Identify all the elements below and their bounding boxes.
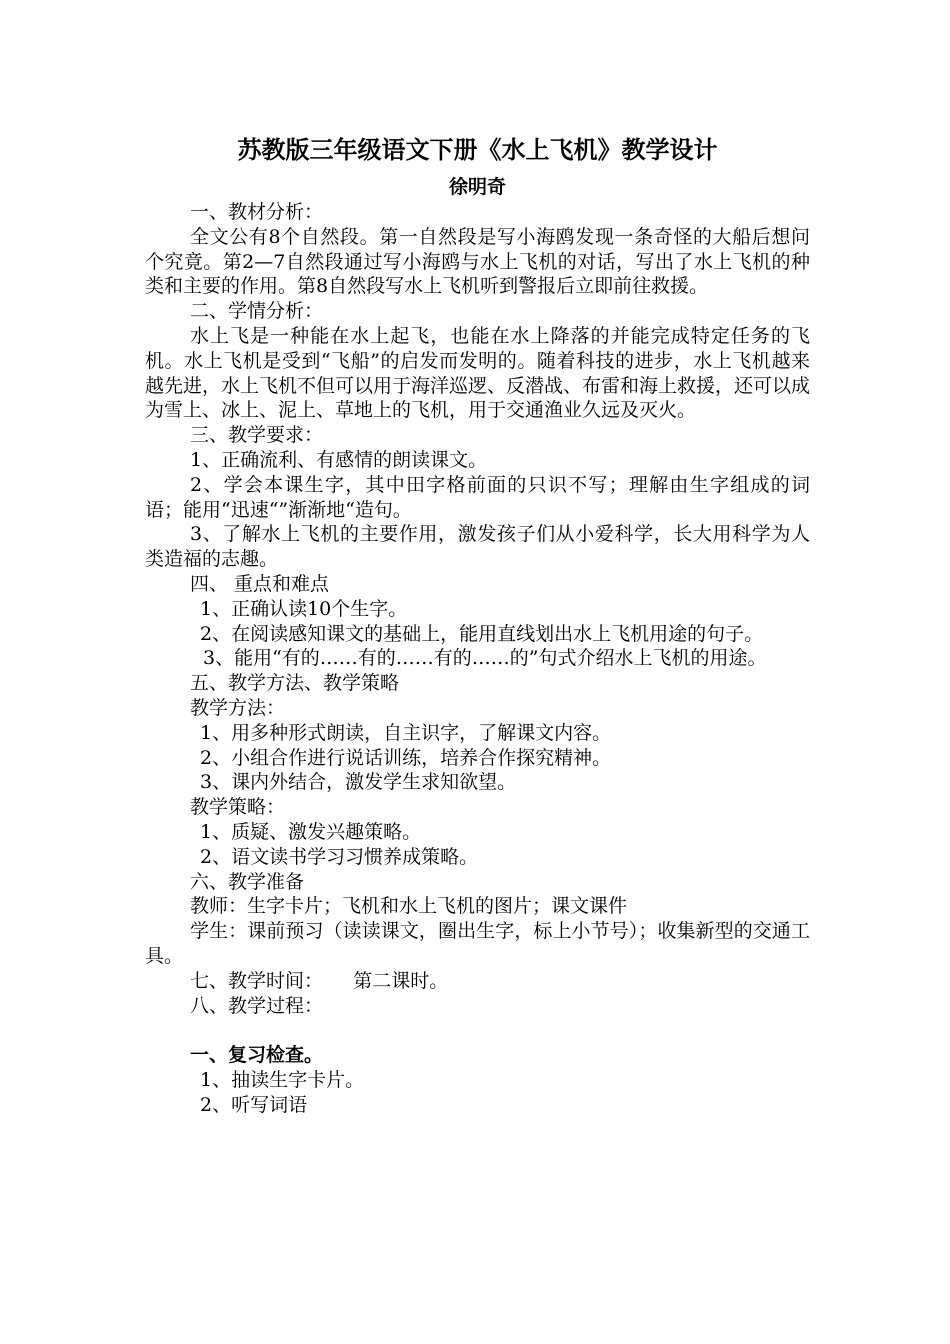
method-item-2: 2、小组合作进行说话训练，培养合作探究精神。: [200, 746, 612, 769]
section-heading-methods: 五、教学方法、教学策略: [190, 672, 400, 695]
paragraph-materials: 全文公有8个自然段。第一自然段是写小海鸥发现一条奇怪的大船后想问个究竟。第2—7自然段通过写小海鸥与水上飞机的对话，写出了水上飞机的种类和主要的作用。第8自然段写水上飞机听到警报后立即前往救援。: [145, 225, 810, 298]
key-point-item-3: 3、能用“有的……有的……有的……的”句式介绍水上飞机的用途。: [203, 647, 767, 670]
process-step-item-2: 2、听写词语: [200, 1093, 308, 1116]
strategy-item-2: 2、语文读书学习习惯养成策略。: [200, 845, 479, 868]
section-heading-key-points: 四、 重点和难点: [190, 572, 330, 595]
process-step-item-1: 1、抽读生字卡片。: [200, 1068, 365, 1091]
document-author: 徐明奇: [448, 176, 506, 198]
paragraph-students: 水上飞是一种能在水上起飞，也能在水上降落的并能完成特定任务的飞机。水上飞机是受到“飞船”的启发而发明的。随着科技的进步，水上飞机越来越先进，水上飞机不但可以用于海洋巡逻、反潜战、布雷和海上救援，还可以成为雪上、冰上、泥上、草地上的飞机，用于交通渔业久远及灭火。: [145, 324, 811, 422]
subheading-teaching-methods: 教学方法：: [190, 696, 286, 719]
section-heading-preparation: 六、教学准备: [190, 870, 305, 893]
section-heading-materials: 一、教材分析：: [190, 201, 324, 223]
key-point-item-1: 1、正确认读10个生字。: [200, 597, 408, 620]
document-title: 苏教版三年级语文下册《水上飞机》教学设计: [237, 135, 718, 164]
section-heading-time: 七、教学时间： 第二课时。: [190, 969, 449, 992]
section-heading-process: 八、教学过程：: [190, 994, 324, 1017]
section-heading-requirements: 三、教学要求：: [190, 424, 324, 447]
subheading-teaching-strategies: 教学策略：: [190, 796, 286, 819]
requirement-item-1: 1、正确流利、有感情的朗读课文。: [190, 448, 488, 471]
blank-line: [145, 1018, 810, 1043]
key-point-item-2: 2、在阅读感知课文的基础上，能用直线划出水上飞机用途的句子。: [200, 622, 764, 645]
section-heading-students: 二、学情分析：: [190, 300, 324, 323]
preparation-teacher: 教师：生字卡片；飞机和水上飞机的图片；课文课件: [190, 895, 628, 918]
strategy-item-1: 1、质疑、激发兴趣策略。: [200, 820, 422, 843]
method-item-1: 1、用多种形式朗读，自主识字，了解课文内容。: [200, 721, 612, 744]
requirement-item-3: 3、了解水上飞机的主要作用，激发孩子们从小爱科学，长大用科学为人类造福的志趣。: [145, 523, 810, 571]
preparation-student: 学生：课前预习（读读课文，圈出生字，标上小节号）；收集新型的交通工具。: [145, 920, 810, 967]
process-step-heading: 一、复习检查。: [190, 1044, 324, 1067]
requirement-item-2: 2、学会本课生字，其中田字格前面的只识不写；理解由生字组成的词语；能用“迅速“”渐渐地“造句。: [145, 473, 810, 521]
method-item-3: 3、课内外结合，激发学生求知欲望。: [200, 771, 517, 794]
document-body: [145, 200, 810, 1117]
